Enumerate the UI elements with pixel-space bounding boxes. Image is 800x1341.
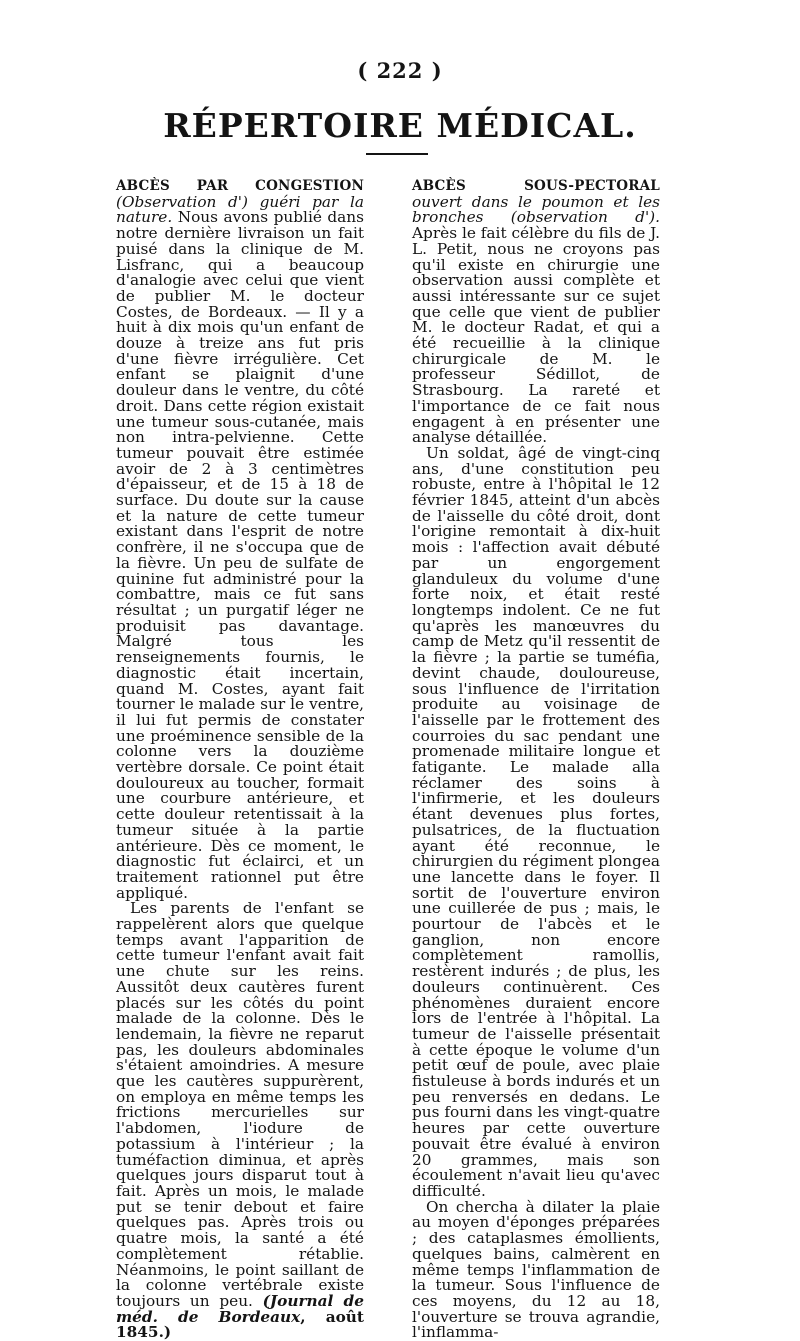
article-subtitle: ouvert dans le poumon et les bronches (observation d'). <box>412 192 660 227</box>
body-paragraph: Après le fait célèbre du fils de J. L. Petit, nous ne croyons pas qu'il existe en chirurgie une observation aussi complète et aussi intéressante sur ce sujet que celle que vient de publier M. le docteur Radat, et qui a été recueillie à la clinique chirurgicale de M. le professeur Sédillot, de Strasbourg. La rareté et l'importance de ce fait nous engagent à en présenter une analyse détaillée. <box>412 224 660 447</box>
article-intro-paragraph <box>412 178 660 446</box>
article-heading-abces-congestion: ABCÈS PAR CONGESTION <box>116 178 364 194</box>
citation: (Journal de méd. de Bordeaux <box>116 1291 364 1326</box>
body-paragraph-2: Les parents de l'enfant se rappelèrent alors que quelque temps avant l'apparition de cette tumeur l'enfant avait fait une chute sur les reins. Aussitôt deux cautères furent placés sur les côtés du point malade de la colonne. Dès le lendemain, la fièvre ne reparut pas, les douleurs abdominales s'étaient amoindries. A mesure que les cautères suppurèrent, on employa en même temps les frictions mercurielles sur l'abdomen, l'iodure de potassium à l'intérieur ; la tuméfaction diminua, et après quelques jours disparut tout à fait. Après un mois, le malade put se tenir debout et faire quelques pas. Après trois ou quatre mois, la santé a été complètement rétablie. Néanmoins, le point saillant de la colonne vertébrale existe toujours un peu. (Journal de méd. de Bordeaux, août 1845.) <box>116 899 364 1341</box>
body-paragraph: Nous avons publié dans notre dernière livraison un fait puisé dans la clinique de M. Lisfranc, qui a beaucoup d'analogie avec celui que vient de publier M. le docteur Costes, de Bordeaux. — Il y a huit à dix mois qu'un enfant de douze à treize ans fut pris d'une fièvre irrégulière. Cet enfant se plaignit d'une douleur dans le ventre, du côté droit. Dans cette région existait une tumeur sous-cutanée, mais non intra-pelvienne. Cette tumeur pouvait être estimée avoir de 2 à 3 centimètres d'épaisseur, et de 15 à 18 de surface. Du doute sur la cause et la nature de cette tumeur existant dans l'esprit de notre confrère, il ne s'occupa que de la fièvre. Un peu de sulfate de quinine fut administré pour la combattre, mais ce fut sans résultat ; un purgatif léger ne produisit pas davantage. Malgré tous les renseignements fournis, le diagnostic était incertain, quand M. Costes, ayant fait tourner le malade sur le ventre, il lui fut permis de constater une proéminence sensible de la colonne vers la douzième vertèbre dorsale. Ce point était douloureux au toucher, formait une courbure antérieure, et cette douleur retentissait à la tumeur située à la partie antérieure. Dès ce moment, le diagnostic fut éclairci, et un traitement rationnel put être appliqué. <box>116 208 364 902</box>
page-number: ( 222 ) <box>357 58 443 83</box>
body-paragraph-2: Un soldat, âgé de vingt-cinq ans, d'une constitution peu robuste, entre à l'hôpital le 12 février 1845, atteint d'un abcès de l'aisselle du côté droit, dont l'origine remontait à dix-huit mois : l'affection avait débuté par un engorgement glanduleux du volume d'une forte noix, et était resté longtemps indolent. Ce ne fut qu'après les manœuvres du camp de Metz qu'il ressentit de la fièvre ; la partie se tuméfia, devint chaude, douloureuse, sous l'influence de l'irritation produite au voisinage de l'aisselle par le frottement des courroies du sac pendant une promenade militaire longue et fatigante. Le malade alla réclamer des soins à l'infirmerie, et les douleurs étant devenues plus fortes, pulsatrices, de la fluctuation ayant été reconnue, le chirurgien du régiment plongea une lancette dans le foyer. Il sortit de l'ouverture environ une cuillerée de pus ; mais, le pourtour de l'abcès et le ganglion, non encore complètement ramollis, restèrent indurés ; de plus, les douleurs continuèrent. Ces phénomènes duraient encore lors de l'entrée à l'hôpital. La tumeur de l'aisselle présentait à cette époque le volume d'un petit œuf de poule, avec plaie fistuleuse à bords indurés et un peu renversés en dedans. Le pus fourni dans les vingt-quatre heures par cette ouverture pouvait être évalué à environ 20 grammes, mais son écoulement n'avait lieu qu'avec difficulté. <box>412 443 660 1200</box>
section-title: RÉPERTOIRE MÉDICAL. <box>163 106 637 145</box>
title-divider <box>366 153 428 155</box>
right-column <box>412 178 660 1341</box>
article-heading-abces-sous-pectoral: ABCÈS SOUS-PECTORAL <box>412 178 660 194</box>
article-subtitle: (Observation d') guéri par la nature. <box>116 192 364 227</box>
article-intro-paragraph <box>116 178 364 901</box>
body-paragraph-3: On chercha à dilater la plaie au moyen d'éponges préparées ; des cataplasmes émollients, quelques bains, calmèrent en même temps l'inflammation de la tumeur. Sous l'influence de ces moyens, du 12 au 18, l'ouverture se trouva agrandie, l'inflamma- <box>412 1197 660 1341</box>
citation-date: , août 1845.) <box>116 1307 364 1341</box>
left-column <box>116 178 364 1341</box>
